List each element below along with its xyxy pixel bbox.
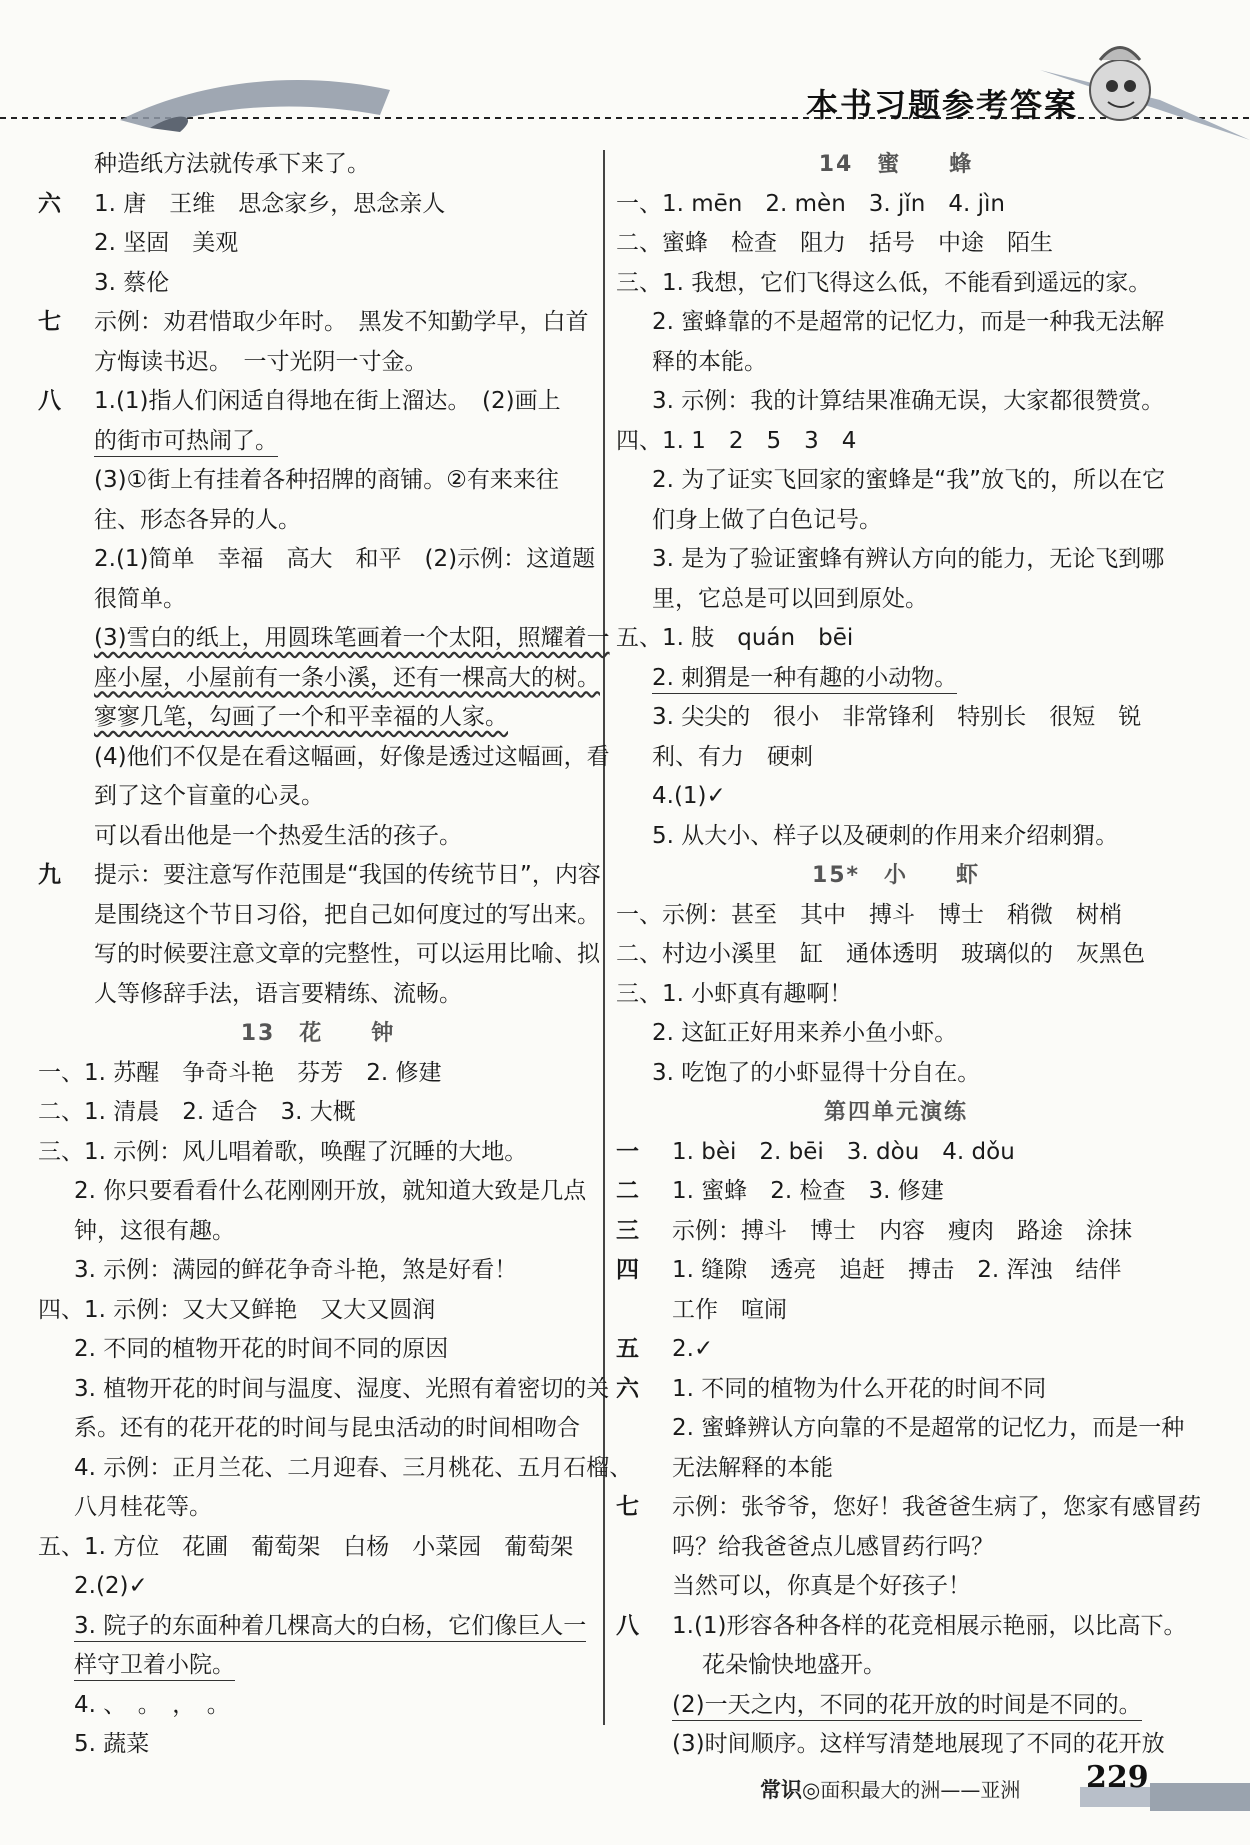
answer-text: 14 蜜 蜂 bbox=[818, 152, 974, 177]
answer-line bbox=[38, 619, 610, 659]
answer-line bbox=[38, 659, 598, 699]
answer-line bbox=[38, 185, 598, 225]
answer-line bbox=[38, 1567, 598, 1607]
answer-text: 3. 蔡伦 bbox=[94, 269, 170, 296]
question-number: 八 bbox=[616, 1612, 639, 1639]
answer-text: (2)一天之内，不同的花开放的时间是不同的。 bbox=[672, 1692, 1142, 1721]
answer-text: 二、村边小溪里 缸 通体透明 玻璃似的 灰黑色 bbox=[616, 941, 1145, 967]
answer-text: 一、示例：甚至 其中 搏斗 博士 稍微 树梢 bbox=[616, 901, 1122, 928]
answer-line bbox=[38, 1409, 598, 1449]
answer-line bbox=[38, 501, 598, 541]
answer-text: 2. 坚固 美观 bbox=[94, 230, 239, 256]
answer-line bbox=[616, 1725, 1176, 1765]
answer-text: 很简单。 bbox=[94, 585, 186, 612]
answer-line bbox=[616, 896, 1176, 936]
answer-line bbox=[38, 1291, 598, 1331]
question-number: 一 bbox=[616, 1138, 639, 1165]
page-footer bbox=[0, 1765, 1250, 1845]
page-header bbox=[0, 0, 1250, 160]
answer-text: 里，它总是可以回到原处。 bbox=[652, 585, 928, 612]
answer-text: 一、1. 苏醒 争奇斗艳 芬芳 2. 修建 bbox=[38, 1059, 442, 1086]
answer-line bbox=[616, 422, 1176, 462]
answer-line bbox=[38, 382, 598, 422]
answer-text: 3. 院子的东面种着几棵高大的白杨，它们像巨人一 bbox=[74, 1613, 586, 1642]
answer-line bbox=[616, 1409, 1185, 1449]
answer-line bbox=[616, 1330, 1176, 1370]
answer-line bbox=[38, 1646, 598, 1686]
answer-text: 二、1. 清晨 2. 适合 3. 大概 bbox=[38, 1099, 356, 1125]
answer-text: 示例：张爷爷，您好！我爸爸生病了，您家有感冒药 bbox=[672, 1494, 1201, 1520]
answer-line bbox=[38, 1370, 610, 1410]
answer-text: 2. 蜜蜂靠的不是超常的记忆力，而是一种我无法解 bbox=[652, 309, 1165, 335]
answer-line bbox=[38, 1054, 598, 1094]
answer-text: 15* 小 虾 bbox=[811, 863, 981, 888]
answer-text: 三、1. 示例：风儿唱着歌，唤醒了沉睡的大地。 bbox=[38, 1138, 528, 1165]
answer-line bbox=[616, 975, 1176, 1015]
answer-text: 可以看出他是一个热爱生活的孩子。 bbox=[94, 822, 462, 849]
question-number: 六 bbox=[38, 190, 61, 217]
answer-line bbox=[616, 1686, 1176, 1726]
answer-text: 释的本能。 bbox=[652, 348, 767, 375]
answer-line bbox=[616, 540, 1176, 580]
answer-line bbox=[38, 303, 598, 343]
answer-line bbox=[38, 1488, 598, 1528]
answer-line bbox=[38, 975, 598, 1015]
answer-line bbox=[616, 1449, 1176, 1489]
answer-line bbox=[38, 224, 598, 264]
answer-text: 三、1. 我想，它们飞得这么低，不能看到遥远的家。 bbox=[616, 269, 1152, 296]
answer-line bbox=[616, 501, 1176, 541]
answer-text: 一、1. mēn 2. mèn 3. jǐn 4. jìn bbox=[616, 190, 1006, 217]
answer-line bbox=[616, 817, 1176, 857]
answer-line bbox=[38, 580, 598, 620]
answer-line bbox=[616, 1567, 1176, 1607]
section-heading bbox=[616, 1093, 1176, 1133]
answer-text: 吗？给我爸爸点儿感冒药行吗？ bbox=[672, 1533, 994, 1560]
answer-text: 示例：劝君惜取少年时。 黑发不知勤学早，白首 bbox=[94, 309, 589, 335]
answer-text: 2.✓ bbox=[672, 1336, 714, 1362]
answer-text: 利、有力 硬刺 bbox=[652, 743, 813, 770]
answer-line bbox=[616, 1212, 1176, 1252]
answer-text: 八月桂花等。 bbox=[74, 1494, 212, 1520]
answer-text: 的街市可热闹了。 bbox=[94, 428, 278, 457]
answer-text: 1.(1)指人们闲适自得地在街上溜达。 (2)画上 bbox=[94, 388, 561, 414]
question-number: 三 bbox=[616, 1217, 639, 1244]
answer-line bbox=[616, 1251, 1176, 1291]
answer-line bbox=[38, 777, 598, 817]
answer-text: 2. 你只要看看什么花刚刚开放，就知道大致是几点 bbox=[74, 1178, 587, 1204]
question-number: 四 bbox=[616, 1257, 639, 1283]
answer-line bbox=[38, 1212, 598, 1252]
answer-text: 五、1. 方位 花圃 葡萄架 白杨 小菜园 葡萄架 bbox=[38, 1533, 574, 1560]
answer-line bbox=[616, 659, 1176, 699]
answer-text: 1.(1)形容各种各样的花竞相展示艳丽，以比高下。 bbox=[672, 1612, 1187, 1639]
answer-line bbox=[38, 1607, 598, 1647]
answer-line bbox=[616, 1370, 1176, 1410]
answer-line bbox=[38, 856, 601, 896]
answer-text: (4)他们不仅是在看这幅画，好像是透过这幅画，看 bbox=[94, 743, 610, 770]
answer-text: 到了这个盲童的心灵。 bbox=[94, 783, 324, 809]
answer-text: 钟，这很有趣。 bbox=[74, 1217, 235, 1244]
answer-text: 3. 植物开花的时间与温度、湿度、光照有着密切的关 bbox=[74, 1375, 610, 1402]
question-number: 九 bbox=[38, 862, 61, 888]
answer-text: 系。还有的花开花的时间与昆虫活动的时间相吻合 bbox=[74, 1415, 580, 1441]
answer-line bbox=[616, 935, 1176, 975]
answer-text: 种造纸方法就传承下来了。 bbox=[94, 151, 370, 177]
answer-line bbox=[616, 698, 1176, 738]
answer-text: 2. 蜜蜂辨认方向靠的不是超常的记忆力，而是一种 bbox=[672, 1415, 1185, 1441]
answer-line bbox=[38, 343, 598, 383]
answer-line bbox=[38, 1330, 598, 1370]
answer-text: 4. 示例：正月兰花、二月迎春、三月桃花、五月石榴、 bbox=[74, 1454, 633, 1481]
answer-line bbox=[38, 1725, 598, 1765]
answer-text: 1. 不同的植物为什么开花的时间不同 bbox=[672, 1375, 1047, 1402]
answer-text: (3)时间顺序。这样写清楚地展现了不同的花开放 bbox=[672, 1731, 1165, 1757]
answer-text: 3. 示例：我的计算结果准确无误，大家都很赞赏。 bbox=[652, 388, 1165, 414]
answer-line bbox=[616, 1172, 1176, 1212]
answer-line bbox=[616, 224, 1176, 264]
answer-text: 3. 是为了验证蜜蜂有辨认方向的能力，无论飞到哪 bbox=[652, 546, 1165, 572]
answer-line bbox=[616, 1014, 1176, 1054]
right-column bbox=[616, 145, 1201, 1765]
answer-line bbox=[616, 1528, 1176, 1568]
answer-text: 工作 喧闹 bbox=[672, 1296, 787, 1323]
answer-text: 3. 吃饱了的小虾显得十分自在。 bbox=[652, 1059, 981, 1086]
answer-text: 3. 尖尖的 很小 非常锋利 特别长 很短 锐 bbox=[652, 704, 1142, 730]
answer-line bbox=[616, 185, 1176, 225]
answer-line bbox=[616, 461, 1176, 501]
answer-line bbox=[38, 461, 598, 501]
answer-text: 5. 从大小、样子以及硬刺的作用来介绍刺猬。 bbox=[652, 822, 1119, 849]
answer-text: 1. 缝隙 透亮 追赶 搏击 2. 浑浊 结伴 bbox=[672, 1257, 1122, 1283]
answer-text: 五、1. 肢 quán bēi bbox=[616, 625, 854, 651]
answer-text: 当然可以，你真是个好孩子！ bbox=[672, 1573, 971, 1599]
answer-line bbox=[38, 935, 598, 975]
answer-text: 无法解释的本能 bbox=[672, 1454, 833, 1481]
header-title: 本书习题参考答案 bbox=[806, 86, 1079, 124]
answer-text: (3)雪白的纸上，用圆珠笔画着一个太阳，照耀着一 bbox=[94, 625, 610, 651]
answer-text: 四、1. 示例：又大又鲜艳 又大又圆润 bbox=[38, 1296, 436, 1323]
question-number: 二 bbox=[616, 1178, 639, 1204]
answer-line bbox=[38, 1449, 633, 1489]
answer-text: 花朵愉快地盛开。 bbox=[702, 1652, 886, 1678]
answer-line bbox=[38, 145, 598, 185]
answer-line bbox=[616, 1133, 1176, 1173]
answer-text: 3. 示例：满园的鲜花争奇斗艳，煞是好看！ bbox=[74, 1257, 518, 1283]
section-heading bbox=[616, 856, 1176, 896]
question-number: 六 bbox=[616, 1375, 639, 1402]
answer-text: 1. 蜜蜂 2. 检查 3. 修建 bbox=[672, 1178, 944, 1204]
answer-text: 往、形态各异的人。 bbox=[94, 506, 301, 533]
answer-line bbox=[38, 422, 598, 462]
answer-line bbox=[616, 1488, 1201, 1528]
answer-text: 2. 不同的植物开花的时间不同的原因 bbox=[74, 1336, 449, 1362]
answer-text: (3)①街上有挂着各种招牌的商铺。②有来来往 bbox=[94, 467, 559, 493]
answer-line bbox=[616, 1607, 1187, 1647]
answer-text: 方悔读书迟。 一寸光阴一寸金。 bbox=[94, 348, 428, 375]
question-number: 八 bbox=[38, 388, 61, 414]
answer-text: 第四单元演练 bbox=[823, 1100, 968, 1125]
answer-line bbox=[38, 540, 598, 580]
left-column bbox=[38, 145, 633, 1765]
answer-line bbox=[38, 1133, 598, 1173]
answer-text: 们身上做了白色记号。 bbox=[652, 506, 882, 533]
answer-text: 示例：搏斗 博士 内容 瘦肉 路途 涂抹 bbox=[672, 1217, 1132, 1244]
answer-text: 二、蜜蜂 检查 阻力 括号 中途 陌生 bbox=[616, 230, 1053, 256]
answer-text: 1. 唐 王维 思念家乡，思念亲人 bbox=[94, 190, 446, 217]
answer-text: 提示：要注意写作范围是“我国的传统节日”，内容 bbox=[94, 862, 601, 888]
answer-text: 4.(1)✓ bbox=[652, 783, 726, 809]
footer-prefix: 常识◎ bbox=[760, 1778, 821, 1802]
answer-text: 1. bèi 2. bēi 3. dòu 4. dǒu bbox=[672, 1138, 1015, 1165]
answer-text: 2.(2)✓ bbox=[74, 1573, 148, 1599]
answer-text: 写的时候要注意文章的完整性，可以运用比喻、拟 bbox=[94, 941, 600, 967]
footer-fact-text: 面积最大的洲——亚洲 bbox=[820, 1778, 1021, 1802]
answer-text: 4. 、 。 ， 。 bbox=[74, 1691, 230, 1718]
answer-line bbox=[616, 1054, 1176, 1094]
column-divider bbox=[603, 150, 605, 1725]
answer-line bbox=[38, 896, 598, 936]
answer-text: 13 花 钟 bbox=[240, 1021, 396, 1046]
answer-line bbox=[38, 817, 598, 857]
answer-text: 2. 刺猬是一种有趣的小动物。 bbox=[652, 665, 957, 694]
answer-line bbox=[38, 1093, 598, 1133]
answer-line bbox=[38, 264, 598, 304]
answer-line bbox=[616, 1291, 1176, 1331]
answer-line bbox=[38, 1686, 598, 1726]
answer-line bbox=[616, 738, 1176, 778]
footer-fact bbox=[760, 1774, 1020, 1804]
answer-line bbox=[616, 343, 1176, 383]
answer-text: 2. 为了证实飞回家的蜜蜂是“我”放飞的，所以在它 bbox=[652, 467, 1166, 493]
answer-text: 样守卫着小院。 bbox=[74, 1652, 235, 1681]
section-heading bbox=[616, 145, 1176, 185]
answer-line bbox=[38, 1251, 598, 1291]
question-number: 五 bbox=[616, 1336, 639, 1362]
answer-text: 三、1. 小虾真有趣啊！ bbox=[616, 980, 853, 1007]
answer-text: 人等修辞手法，语言要精练、流畅。 bbox=[94, 980, 462, 1007]
answer-text: 2. 这缸正好用来养小鱼小虾。 bbox=[652, 1020, 958, 1046]
answer-line bbox=[38, 738, 610, 778]
answer-line bbox=[616, 619, 1176, 659]
answer-text: 2.(1)简单 幸福 高大 和平 (2)示例：这道题 bbox=[94, 546, 596, 572]
answer-line bbox=[38, 1528, 598, 1568]
page-number: 229 bbox=[1086, 1760, 1149, 1795]
answer-text: 四、1. 1 2 5 3 4 bbox=[616, 427, 857, 454]
answer-line bbox=[616, 1646, 1176, 1686]
answer-line bbox=[38, 1172, 598, 1212]
answer-text: 5. 蔬菜 bbox=[74, 1731, 150, 1757]
answer-text: 寥寥几笔，勾画了一个和平幸福的人家。 bbox=[94, 704, 508, 730]
question-number: 七 bbox=[616, 1494, 639, 1520]
answer-text: 座小屋，小屋前有一条小溪，还有一棵高大的树。 bbox=[94, 664, 600, 691]
answer-line bbox=[616, 382, 1176, 422]
answer-line bbox=[616, 264, 1176, 304]
answer-line bbox=[616, 777, 1176, 817]
answer-text: 是围绕这个节日习俗，把自己如何度过的写出来。 bbox=[94, 901, 600, 928]
section-heading bbox=[38, 1014, 598, 1054]
footer-bar-graphic bbox=[0, 1765, 1250, 1845]
answer-line bbox=[38, 698, 598, 738]
answer-line bbox=[616, 303, 1176, 343]
answer-line bbox=[616, 580, 1176, 620]
question-number: 七 bbox=[38, 309, 61, 335]
